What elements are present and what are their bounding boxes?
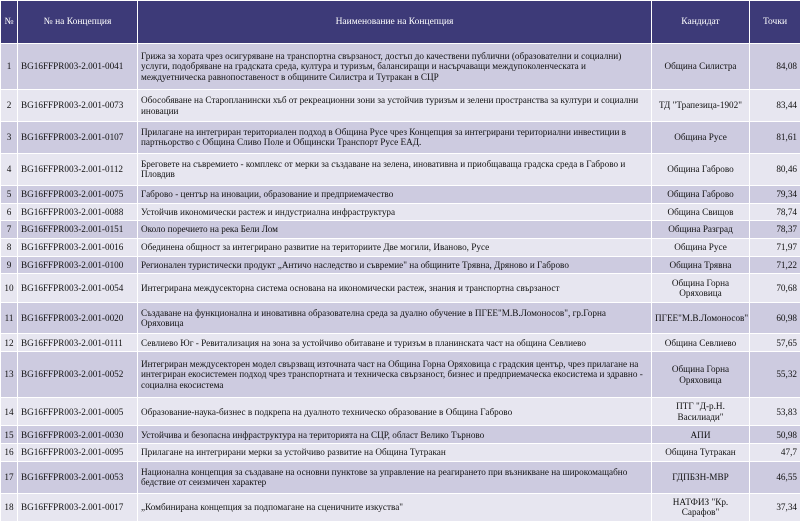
candidate-name: Община Горна Оряховица [652,352,750,398]
candidate-name: Община Русе [652,238,750,256]
header-candidate: Кандидат [652,1,750,44]
row-number: 5 [1,185,18,203]
table-row [1,493,800,521]
candidate-name: НАТФИЗ "Кр. Сарафов" [652,493,750,521]
points-value: 47,7 [750,444,800,462]
concept-name: Грижа за хората чрез осигуряване на транспортна свързаност, достъп до качествени публични (образователни и социални) услуги, подобряване на градската среда, култура и туризъм, балансиращи и насърчаващи междупоколенческата и междуетническа равнопоставеност в общините Силистра и Тутракан в СЦР [138,44,652,90]
concept-name: Национална концепция за създаване на основни пунктове за управление на реагирането при възникване на широкомащабно бедствие от сеизмичен характер [138,461,652,493]
concept-code: BG16FFPR003-2.001-0016 [18,238,138,256]
row-number: 17 [1,461,18,493]
table-row [1,444,800,462]
concept-name: Габрово - център на иновации, образование и предприемачество [138,185,652,203]
points-value: 60,98 [750,302,800,334]
concept-code: BG16FFPR003-2.001-0052 [18,352,138,398]
row-number: 2 [1,90,18,122]
header-concept-code: № на Концепция [18,1,138,44]
candidate-name: Община Разград [652,221,750,239]
concept-name: Прилагане на интегрирани мерки за устойчиво развитие на Община Тутракан [138,444,652,462]
row-number: 13 [1,352,18,398]
points-value: 50,98 [750,426,800,444]
points-value: 37,34 [750,493,800,521]
table-row [1,302,800,334]
candidate-name: Община Свищов [652,203,750,221]
table-row [1,352,800,398]
points-value: 71,22 [750,256,800,274]
row-number: 11 [1,302,18,334]
concept-code: BG16FFPR003-2.001-0107 [18,122,138,154]
points-value: 70,68 [750,274,800,302]
table-row [1,153,800,185]
points-value: 84,08 [750,44,800,90]
concept-code: BG16FFPR003-2.001-0095 [18,444,138,462]
points-value: 55,32 [750,352,800,398]
points-value: 78,74 [750,203,800,221]
header-concept-name: Наименование на Концепция [138,1,652,44]
table-row [1,398,800,426]
table-row [1,90,800,122]
candidate-name: Община Горна Оряховица [652,274,750,302]
row-number: 8 [1,238,18,256]
candidate-name: Община Габрово [652,185,750,203]
concept-code: BG16FFPR003-2.001-0053 [18,461,138,493]
row-number: 14 [1,398,18,426]
concept-name: Прилагане на интегриран териториален подход в Община Русе чрез Концепция за интегрирани териториални инвестиции в партньорство с Община Сливо Поле и Общински Транспорт Русе ЕАД. [138,122,652,154]
concept-code: BG16FFPR003-2.001-0100 [18,256,138,274]
candidate-name: ПТГ "Д-р.Н. Василиади" [652,398,750,426]
row-number: 6 [1,203,18,221]
concept-code: BG16FFPR003-2.001-0075 [18,185,138,203]
table-row [1,256,800,274]
row-number: 1 [1,44,18,90]
concept-name: Устойчива и безопасна инфраструктура на територията на СЦР, област Велико Търново [138,426,652,444]
row-number: 4 [1,153,18,185]
header-number: № [1,1,18,44]
candidate-name: АПИ [652,426,750,444]
concept-name: Създаване на функционална и иновативна образователна среда за дуално обучение в ПГЕЕ"М.В.Ломоносов", гр.Горна Оряховица [138,302,652,334]
candidate-name: Община Русе [652,122,750,154]
concept-code: BG16FFPR003-2.001-0020 [18,302,138,334]
candidate-name: ПГЕЕ"М.В.Ломоносов" [652,302,750,334]
row-number: 7 [1,221,18,239]
points-value: 78,37 [750,221,800,239]
candidate-name: Община Силистра [652,44,750,90]
points-value: 53,83 [750,398,800,426]
row-number: 10 [1,274,18,302]
concept-name: Устойчив икономически растеж и индустриална инфраструктура [138,203,652,221]
concept-name: „Комбинирана концепция за подпомагане на сценичните изкуства" [138,493,652,521]
table-header-row [1,1,800,44]
points-value: 80,46 [750,153,800,185]
concept-name: Обособяване на Старопланински хъб от рекреационни зони за устойчив туризъм и зелени пространства за култури и социални иновации [138,90,652,122]
points-value: 57,65 [750,334,800,352]
candidate-name: ГДПБЗН-МВР [652,461,750,493]
concept-name: Интегриран междусекторен модел свързващ източната част на Община Горна Оряховица с градския център, чрез прилагане на интегриран екосистемен подход чрез транспортната и техническа свързаност, бизнес и предприемаческа екосистема и здравно - социална екосистема [138,352,652,398]
candidate-name: Община Тутракан [652,444,750,462]
table-row [1,274,800,302]
table-row [1,122,800,154]
concept-code: BG16FFPR003-2.001-0112 [18,153,138,185]
points-value: 81,61 [750,122,800,154]
concept-code: BG16FFPR003-2.001-0073 [18,90,138,122]
concept-code: BG16FFPR003-2.001-0041 [18,44,138,90]
table-row [1,461,800,493]
table-row [1,238,800,256]
row-number: 9 [1,256,18,274]
points-value: 46,55 [750,461,800,493]
concept-code: BG16FFPR003-2.001-0111 [18,334,138,352]
row-number: 3 [1,122,18,154]
points-value: 79,34 [750,185,800,203]
concept-code: BG16FFPR003-2.001-0151 [18,221,138,239]
row-number: 15 [1,426,18,444]
concept-name: Севлиево Юг - Ревитализация на зона за устойчиво обитаване и туризъм в планинската част на община Севлиево [138,334,652,352]
concept-name: Бреговете на съвремието - комплекс от мерки за създаване на зелена, иновативна и приобщаваща градска среда в Габрово и Пловдив [138,153,652,185]
header-points: Точки [750,1,800,44]
concept-code: BG16FFPR003-2.001-0017 [18,493,138,521]
concept-name: Интегрирана междусекторна система основана на икономически растеж, знания и транспортна свързаност [138,274,652,302]
candidate-name: ТД "Трапезица-1902" [652,90,750,122]
table-body [1,44,800,522]
candidate-name: Община Габрово [652,153,750,185]
concept-code: BG16FFPR003-2.001-0088 [18,203,138,221]
candidate-name: Община Севлиево [652,334,750,352]
table-row [1,44,800,90]
row-number: 18 [1,493,18,521]
concept-name: Обединена общност за интегрирано развитие на териториите Две могили, Иваново, Русе [138,238,652,256]
concept-name: Регионален туристически продукт „Античо наследство и съвремие" на общините Трявна, Дряново и Габрово [138,256,652,274]
table-row [1,203,800,221]
concept-code: BG16FFPR003-2.001-0054 [18,274,138,302]
concept-name: Около поречието на река Бели Лом [138,221,652,239]
points-value: 71,97 [750,238,800,256]
row-number: 12 [1,334,18,352]
table-row [1,426,800,444]
table-row [1,185,800,203]
candidate-name: Община Трявна [652,256,750,274]
table-row [1,334,800,352]
concept-code: BG16FFPR003-2.001-0030 [18,426,138,444]
table-row [1,221,800,239]
concept-name: Образование-наука-бизнес в подкрепа на дуалното техническо образование в Община Габрово [138,398,652,426]
points-value: 83,44 [750,90,800,122]
row-number: 16 [1,444,18,462]
concept-code: BG16FFPR003-2.001-0005 [18,398,138,426]
